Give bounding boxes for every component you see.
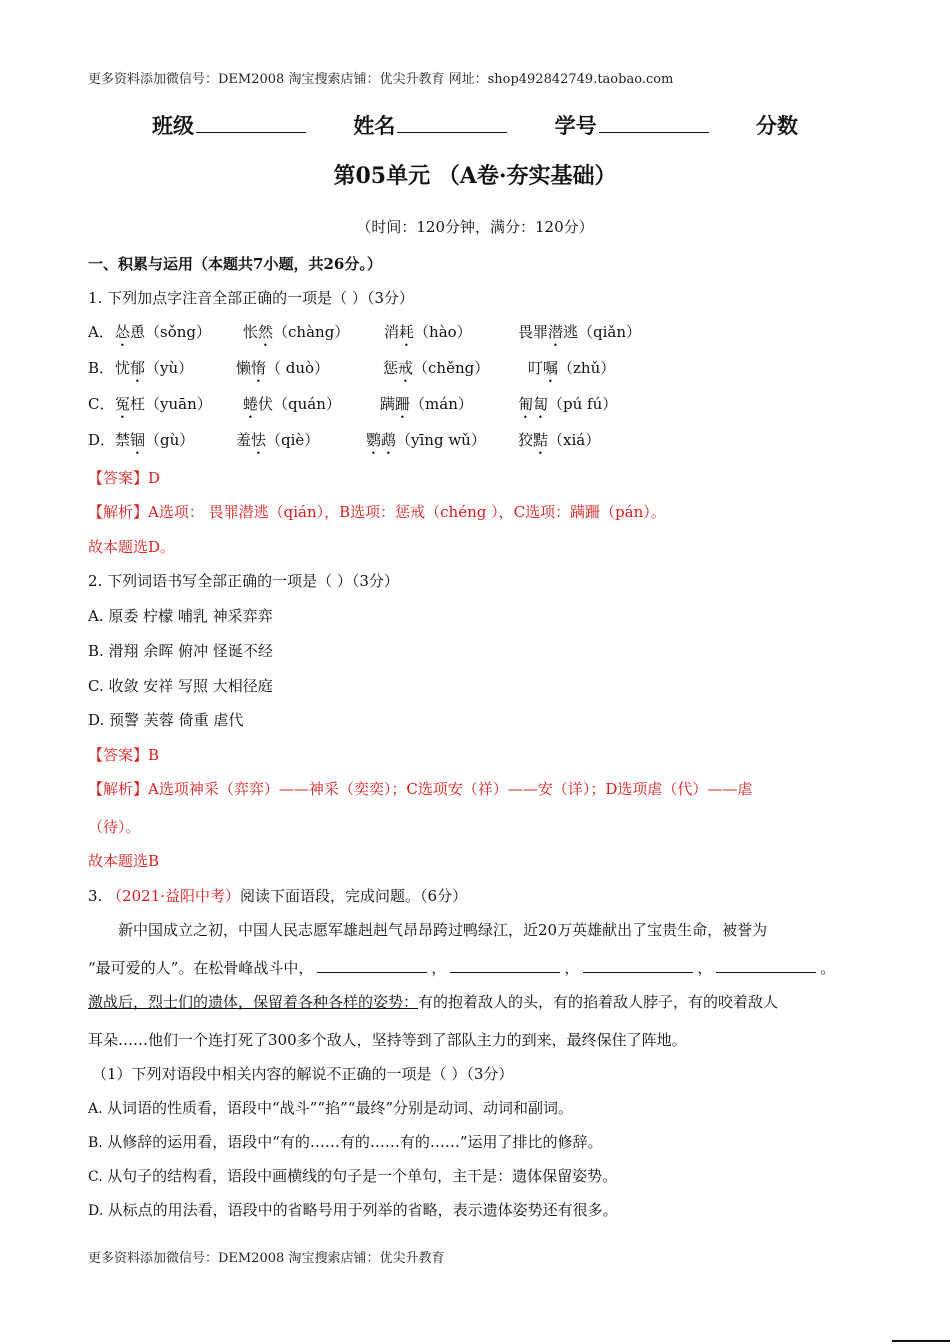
q1-option-d: D． 禁锢（gù） 羞怯（qiè） 鹦鹉（yīng wǔ） 狡黠（xiá） <box>88 431 601 449</box>
q2-option-d: D. 预警 芙蓉 倚重 虐代 <box>88 711 244 729</box>
blank-4[interactable] <box>716 958 816 973</box>
q2-option-a: A. 原委 柠檬 哺乳 神采弈弈 <box>88 607 273 625</box>
q1-answer: 【答案】D <box>88 469 161 487</box>
q3-sub1-option-b: B. 从修辞的运用看，语段中“有的……有的……有的……”运用了排比的修辞。 <box>88 1133 603 1151</box>
q1-option-c: C． 冤枉（yuān） 蜷伏（quán） 蹒跚（mán） 匍匐（pú fú） <box>88 395 618 413</box>
question-1: 1. 下列加点字注音全部正确的一项是（ ）（3分） <box>88 289 414 307</box>
q2-option-b: B. 滑翔 余晖 俯冲 怪诞不经 <box>88 642 273 660</box>
score-field[interactable]: 分数 <box>755 113 798 138</box>
q2-answer: 【答案】B <box>88 746 160 764</box>
q2-option-c: C. 收敛 安祥 写照 大相径庭 <box>88 677 273 695</box>
q3-passage-line2: “最可爱的人”。在松骨峰战斗中， ， ， ， 。 <box>88 959 836 977</box>
q2-analysis-line2: （待）。 <box>88 818 141 836</box>
q3-passage-line3: 激战后，烈士们的遗体，保留着各种各样的姿势：有的抱着敌人的头，有的掐着敌人脖子，有的咬着敌人 <box>88 993 779 1011</box>
blank-1[interactable] <box>317 958 427 973</box>
page-footer: 更多资料添加微信号：DEM2008 淘宝搜索店铺：优尖升教育 <box>88 1251 445 1266</box>
section-heading: 一、积累与运用（本题共7小题，共26分。） <box>88 255 382 273</box>
blank-3[interactable] <box>583 958 693 973</box>
student-info-fields <box>0 110 950 140</box>
blank-2[interactable] <box>450 958 560 973</box>
corner-rule <box>892 1340 950 1342</box>
q3-sub1-option-a: A. 从词语的性质看，语段中“战斗”“掐”“最终”分别是动词、动词和副词。 <box>88 1099 574 1117</box>
q1-option-a: A． 怂恿（sǒng） 怅然（chàng） 消耗（hào） 畏罪潜逃（qiǎn） <box>88 323 642 341</box>
q3-passage-line4: 耳朵……他们一个连打死了300多个敌人，坚持等到了部队主力的到来，最终保住了阵地。 <box>88 1031 687 1049</box>
time-and-score: （时间：120分钟，满分：120分） <box>356 218 594 236</box>
q3-passage-line1: 新中国成立之初，中国人民志愿军雄赳赳气昂昂跨过鸭绿江，近20万英雄献出了宝贵生命，被誉为 <box>118 921 768 939</box>
page-header: 更多资料添加微信号：DEM2008 淘宝搜索店铺：优尖升教育 网址：shop492842749.taobao.com <box>88 72 674 87</box>
q1-option-b: B． 忧郁（yù） 懒惰（ duò） 惩戒（chěng） 叮嘱（zhǔ） <box>88 359 616 377</box>
question-3: 3. （2021·益阳中考）阅读下面语段，完成问题。（6分） <box>88 887 468 905</box>
q2-conclusion: 故本题选B <box>88 852 160 870</box>
q1-conclusion: 故本题选D。 <box>88 538 176 556</box>
page-title: 第05单元 （A卷·夯实基础） <box>333 163 617 189</box>
q3-sub1-option-d: D. 从标点的用法看，语段中的省略号用于列举的省略，表示遗体姿势还有很多。 <box>88 1201 618 1219</box>
q2-analysis-line1: 【解析】A选项神采（弈弈）——神采（奕奕）；C选项安（祥）——安（详）；D选项虐（代）——虐 <box>88 780 753 798</box>
q3-sub1: （1）下列对语段中相关内容的解说不正确的一项是（ ）（3分） <box>92 1065 514 1083</box>
class-field[interactable]: 班级 <box>152 113 306 138</box>
student-id-field[interactable]: 学号 <box>555 113 709 138</box>
q1-analysis: 【解析】A选项： 畏罪潜逃（qián），B选项：惩戒（chéng ），C选项：蹒跚（pán）。 <box>88 503 666 521</box>
name-field[interactable]: 姓名 <box>353 113 507 138</box>
q3-sub1-option-c: C. 从句子的结构看，语段中画横线的句子是一个单句，主干是：遗体保留姿势。 <box>88 1167 618 1185</box>
question-2: 2. 下列词语书写全部正确的一项是（ ）（3分） <box>88 572 399 590</box>
